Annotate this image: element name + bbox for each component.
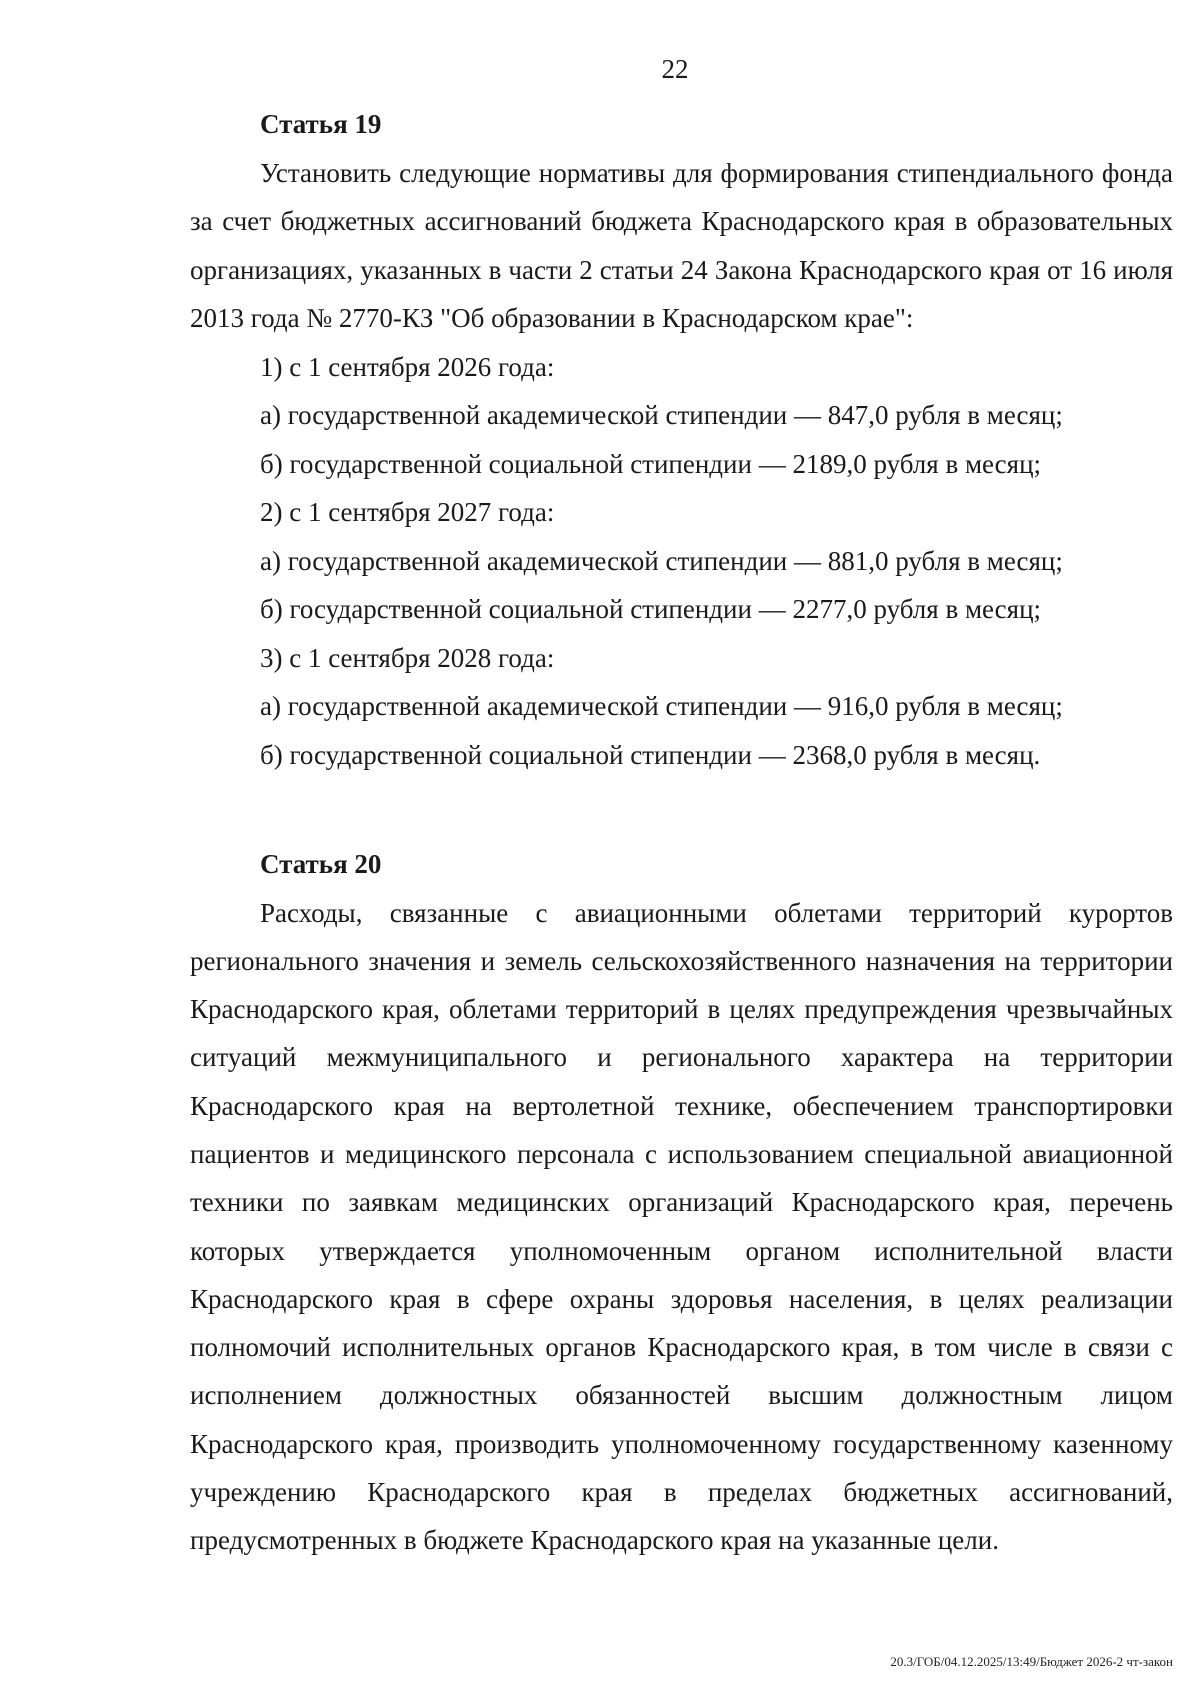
article-19-heading: Статья 19 [260,109,382,139]
list-item: б) государственной социальной стипендии — 2368,0 рубля в месяц. [260,739,1041,770]
article-19-intro: Установить следующие нормативы для формирования стипендиального фонда за счет бюджетных ассигнований бюджета Краснодарского края в образовательных организациях, указанных в части 2 статьи 24 Закона Краснодарского края от 16 июля 2013 года № 2770-КЗ "Об образовании в Краснодарском крае": [190,157,1173,333]
list-item: а) государственной академической стипендии — 847,0 рубля в месяц; [260,400,1063,430]
list-item: 2) с 1 сентября 2027 года: [260,497,555,527]
list-item: 3) с 1 сентября 2028 года: [260,642,555,673]
list-item: а) государственной академической стипендии — 916,0 рубля в месяц; [260,691,1063,721]
article-19 [190,100,1173,779]
list-item: а) государственной академической стипендии — 881,0 рубля в месяц; [260,545,1063,576]
article-20-heading: Статья 20 [260,849,382,879]
page-number: 22 [661,54,689,84]
list-item: б) государственной социальной стипендии — 2189,0 рубля в месяц; [260,448,1042,479]
list-item: б) государственной социальной стипендии — 2277,0 рубля в месяц; [260,594,1042,624]
list-item: 1) с 1 сентября 2026 года: [260,351,555,382]
document-footer-code: 20.3/ГОБ/04.12.2025/13:49/Бюджет 2026-2 чт-закон [890,1654,1173,1669]
article-20-text: Расходы, связанные с авиационными облетами территорий курортов регионального значения и земель сельскохозяйственного назначения на территории Краснодарского края, облетами территорий в целях предупреждения чрезвычайных ситуаций межмуниципального и регионального характера на территории Краснодарского края на вертолетной технике, обеспечением транспортировки пациентов и медицинского персонала с использованием специальной авиационной техники по заявкам медицинских организаций Краснодарского края, перечень которых утверждается уполномоченным органом исполнительной власти Краснодарского края в сфере охраны здоровья населения, в целях реализации полномочий исполнительных органов Краснодарского края, в том числе в связи с исполнением должностных обязанностей высшим должностным лицом Краснодарского края, производить уполномоченному государственному казенному учреждению Краснодарского края в пределах бюджетных ассигнований, предусмотренных в бюджете Краснодарского края на указанные цели. [190,897,1173,1556]
article-20 [190,840,1173,1565]
